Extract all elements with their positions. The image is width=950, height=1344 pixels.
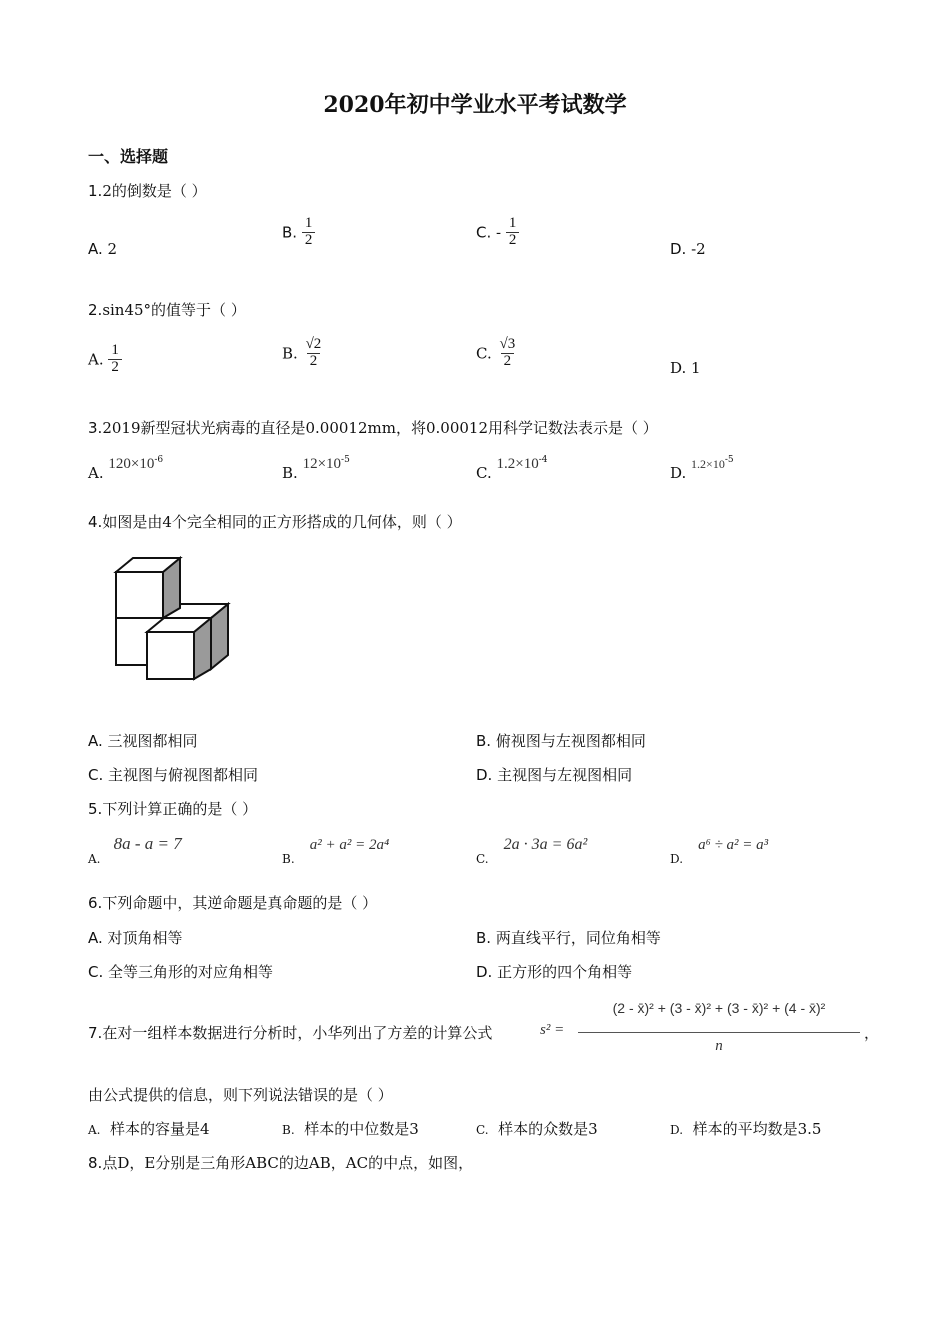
q2-option-b: B. $\frac{√2}{2}$	[282, 337, 324, 370]
q3-option-c: C. $1.2\times 10^{-4}$	[476, 455, 548, 482]
q6-option-c: C. 全等三角形的对应角相等	[88, 963, 274, 981]
question-number: 3.	[88, 419, 103, 437]
question-number: 5.	[88, 800, 103, 818]
q4-option-c: C. 主视图与俯视图都相同	[88, 766, 259, 784]
question-text: 点D，E分别是三角形ABC的边AB，AC的中点，如图，	[102, 1154, 474, 1172]
q7-option-c: C. 样本的众数是3	[476, 1120, 598, 1138]
q7-option-b: B. 样本的中位数是3	[282, 1120, 419, 1138]
question-text: 在对一组样本数据进行分析时，小华列出了方差的计算公式	[102, 1024, 493, 1042]
question-number: 4.	[88, 513, 103, 531]
q1-option-b: B. $\frac{1}{2}$	[282, 216, 315, 249]
q1-option-a: A. 2	[88, 240, 118, 258]
q4-option-b: B. 俯视图与左视图都相同	[476, 732, 646, 750]
question-7-line2: 由公式提供的信息，则下列说法错误的是（ ）	[88, 1086, 393, 1104]
question-number: 6.	[88, 894, 103, 912]
q2-option-c: C. $\frac{√3}{2}$	[476, 337, 518, 370]
q2-option-d: D. 1	[670, 359, 701, 377]
question-number: 8.	[88, 1154, 103, 1172]
q7-option-d: D. 样本的平均数是3.5	[670, 1120, 822, 1138]
q3-option-d: D. $1.2\times 10^{-5}$	[670, 455, 734, 482]
fraction: $\frac{√2}{2}$	[305, 336, 322, 369]
question-text: 下列计算正确的是（ ）	[102, 800, 258, 818]
question-text: 2的倒数是（ ）	[102, 182, 207, 200]
question-2	[88, 299, 246, 320]
question-number: 2.	[88, 301, 103, 319]
variance-lhs: s² =	[540, 1022, 565, 1038]
q3-option-a: A. $120\times 10^{-6}$	[88, 455, 164, 482]
question-5	[88, 798, 257, 819]
variance-denominator: n	[715, 1038, 723, 1054]
question-7	[88, 1022, 492, 1043]
q4-option-a: A. 三视图都相同	[88, 732, 198, 750]
question-text: 下列命题中，其逆命题是真命题的是（ ）	[102, 894, 378, 912]
q5-option-b: $_{B.}$ a² + a² = 2a⁴	[282, 837, 390, 866]
q7-option-a: A. 样本的容量是4	[88, 1120, 210, 1138]
question-6	[88, 892, 377, 913]
fraction: $\frac{1}{2}$	[108, 343, 122, 376]
question-number: 1.	[88, 182, 103, 200]
question-text: 如图是由4个完全相同的正方形搭成的几何体，则（ ）	[102, 513, 462, 531]
fraction: $\frac{√3}{2}$	[499, 336, 516, 369]
q5-option-c: $_{C.}$ 2a · 3a = 6a²	[476, 836, 588, 866]
q5-option-d: $_{D.}$ a⁶ ÷ a² = a³	[670, 837, 769, 866]
question-number: 7.	[88, 1024, 103, 1042]
q2-option-a: A. $\frac{1}{2}$	[88, 343, 122, 376]
variance-numerator: (2 - x̄)² + (3 - x̄)² + (3 - x̄)² + (4 - x̄)²	[612, 1000, 826, 1016]
comma: ，	[864, 1024, 880, 1042]
cube-stack-figure	[108, 554, 236, 684]
question-text: 2019新型冠状光病毒的直径是0.00012mm，将0.00012用科学记数法表示是（ ）	[102, 419, 658, 437]
q4-option-d: D. 主视图与左视图相同	[476, 766, 633, 784]
fraction-bar	[578, 1032, 860, 1033]
question-4	[88, 511, 462, 532]
section-heading-choice: 一、选择题	[88, 147, 169, 166]
fraction: $\frac{1}{2}$	[506, 216, 520, 249]
q5-option-a: $_{A.}$ 8a - a = 7	[88, 834, 182, 866]
question-text: sin45°的值等于（ ）	[102, 301, 246, 319]
q6-option-a: A. 对顶角相等	[88, 929, 183, 947]
q1-option-c: C. - $\frac{1}{2}$	[476, 216, 519, 249]
q6-option-b: B. 两直线平行，同位角相等	[476, 929, 661, 947]
page-title: 2020年初中学业水平考试数学	[323, 92, 627, 118]
question-1	[88, 180, 207, 201]
question-3	[88, 417, 658, 438]
question-8	[88, 1152, 473, 1173]
q3-option-b: B. $12\times 10^{-5}$	[282, 455, 350, 482]
q6-option-d: D. 正方形的四个角相等	[476, 963, 633, 981]
q1-option-d: D. -2	[670, 240, 706, 258]
fraction: $\frac{1}{2}$	[302, 216, 316, 249]
